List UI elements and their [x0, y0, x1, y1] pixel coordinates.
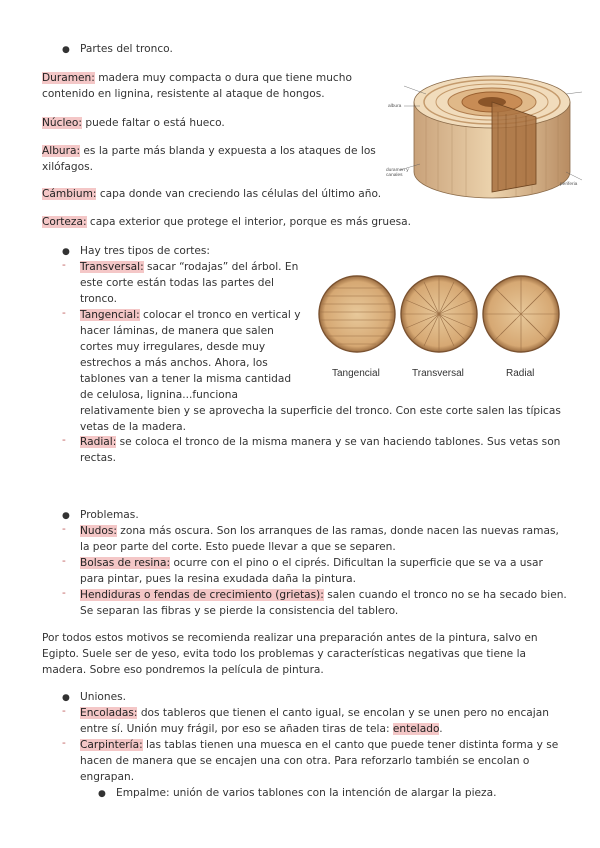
- tangencial-line-4: estrechos a más anchos. Ahora, los: [80, 357, 268, 369]
- bullet-icon: ●: [62, 693, 70, 703]
- transversal-line-1: Transversal: sacar “rodajas” del árbol. En: [80, 261, 299, 273]
- encoladas-term: Encoladas:: [80, 707, 138, 719]
- caption-tangencial: Tangencial: [332, 368, 380, 379]
- tangencial-term: Tangencial:: [80, 309, 140, 321]
- tangencial-line-8: vetas de la madera.: [80, 421, 186, 433]
- resina-term: Bolsas de resina:: [80, 557, 171, 569]
- duramen-term: Duramen:: [42, 72, 95, 84]
- cambium-line: Cámbium: capa donde van creciendo las células del último año.: [42, 188, 382, 200]
- nudos-term: Nudos:: [80, 525, 117, 537]
- trunk-label-albura: albura: [388, 104, 402, 109]
- resina-line-2: para pintar, pues la resina exudada daña la pintura.: [80, 573, 357, 585]
- nucleo-term: Núcleo:: [42, 117, 82, 129]
- carpinteria-line-2: hacen de manera que se encajen una con otra. Para reforzarlo también se encolan o: [80, 755, 530, 767]
- bullet-icon: ●: [62, 45, 70, 55]
- nudos-line-1: Nudos: zona más oscura. Son los arranques de las ramas, donde nacen las nuevas ramas,: [80, 525, 559, 537]
- duramen-line-1: Duramen: madera muy compacta o dura que tiene mucho: [42, 72, 352, 84]
- tangencial-line-1: Tangencial: colocar el tronco en vertical y: [80, 309, 301, 321]
- dash-icon: -: [62, 705, 66, 717]
- albura-line-1: Albura: es la parte más blanda y expuesta a los ataques de los: [42, 145, 376, 157]
- entelado-term: entelado: [392, 723, 440, 735]
- caption-radial: Radial: [506, 368, 535, 379]
- parrafo-line-1: Por todos estos motivos se recomienda realizar una preparación antes de la pintura, salvo en: [42, 632, 538, 644]
- grietas-line-1: Hendiduras o fendas de crecimiento (grietas): salen cuando el tronco no se ha secado bien.: [80, 589, 567, 601]
- trunk-label-duramen: duramen y canales: [386, 168, 409, 178]
- tangencial-line-6: de celulosa, lignina...funciona: [80, 389, 238, 401]
- carpinteria-line-3: engrapan.: [80, 771, 135, 783]
- nucleo-line: Núcleo: puede faltar o está hueco.: [42, 117, 225, 129]
- tangencial-line-7: relativamente bien y se aprovecha la superficie del tronco. Con este corte salen las típicas: [80, 405, 561, 417]
- parrafo-line-3: madera. Sobre eso pondremos la película de pintura.: [42, 664, 324, 676]
- resina-line-1: Bolsas de resina: ocurre con el pino o el ciprés. Dificultan la superficie que se va a usar: [80, 557, 543, 569]
- duramen-line-2: contenido en lignina, resistente al ataque de hongos.: [42, 88, 325, 100]
- cuts-image: [316, 264, 562, 364]
- bullet-icon: ●: [98, 789, 106, 799]
- cortes-heading: Hay tres tipos de cortes:: [80, 245, 210, 257]
- grietas-line-2: Se separan las fibras y se pierde la consistencia del tablero.: [80, 605, 399, 617]
- dash-icon: -: [62, 555, 66, 567]
- dash-icon: -: [62, 737, 66, 749]
- dash-icon: -: [62, 434, 66, 446]
- transversal-term: Transversal:: [80, 261, 144, 273]
- carpinteria-line-1: Carpintería: las tablas tienen una muesca en el canto que puede tener distinta forma y se: [80, 739, 559, 751]
- dash-icon: -: [62, 259, 66, 271]
- tangencial-line-2: hacer láminas, de manera que salen: [80, 325, 274, 337]
- dash-icon: -: [62, 523, 66, 535]
- corteza-term: Corteza:: [42, 216, 87, 228]
- dash-icon: -: [62, 307, 66, 319]
- dash-icon: -: [62, 587, 66, 599]
- cambium-term: Cámbium:: [42, 188, 97, 200]
- tangencial-line-3: cortes muy irregulares, desde muy: [80, 341, 266, 353]
- radial-term: Radial:: [80, 436, 117, 448]
- radial-line-1: Radial: se coloca el tronco de la misma manera y se van haciendo tablones. Sus vetas son: [80, 436, 561, 448]
- corteza-line: Corteza: capa exterior que protege el interior, porque es más gruesa.: [42, 216, 412, 228]
- albura-term: Albura:: [42, 145, 81, 157]
- bullet-icon: ●: [62, 511, 70, 521]
- tangencial-line-5: tablones van a tener la misma cantidad: [80, 373, 292, 385]
- carpinteria-term: Carpintería:: [80, 739, 143, 751]
- encoladas-line-2: entre sí. Unión muy frágil, por eso se añaden tiras de tela: entelado.: [80, 723, 443, 735]
- radial-line-2: rectas.: [80, 452, 116, 464]
- nudos-line-2: la peor parte del corte. Esto puede llevar a que se separen.: [80, 541, 396, 553]
- empalme-line: Empalme: unión de varios tablones con la intención de alargar la pieza.: [116, 787, 497, 799]
- caption-transversal: Transversal: [412, 368, 464, 379]
- albura-line-2: xilófagos.: [42, 161, 93, 173]
- grietas-term: Hendiduras o fendas de crecimiento (grietas):: [80, 589, 324, 601]
- trunk-label-periferia: periferia: [560, 182, 578, 187]
- partes-heading: Partes del tronco.: [80, 43, 173, 55]
- transversal-line-2: este corte están todas las partes del: [80, 277, 274, 289]
- transversal-line-3: tronco.: [80, 293, 117, 305]
- trunk-diagram: [386, 72, 596, 202]
- cuts-illustration: [316, 264, 562, 384]
- problemas-heading: Problemas.: [80, 509, 139, 521]
- encoladas-line-1: Encoladas: dos tableros que tienen el canto igual, se encolan y se unen pero no encajan: [80, 707, 549, 719]
- bullet-icon: ●: [62, 247, 70, 257]
- uniones-heading: Uniones.: [80, 691, 127, 703]
- parrafo-line-2: Egipto. Suele ser de yeso, evita todo los problemas y características negativas que tiene la: [42, 648, 527, 660]
